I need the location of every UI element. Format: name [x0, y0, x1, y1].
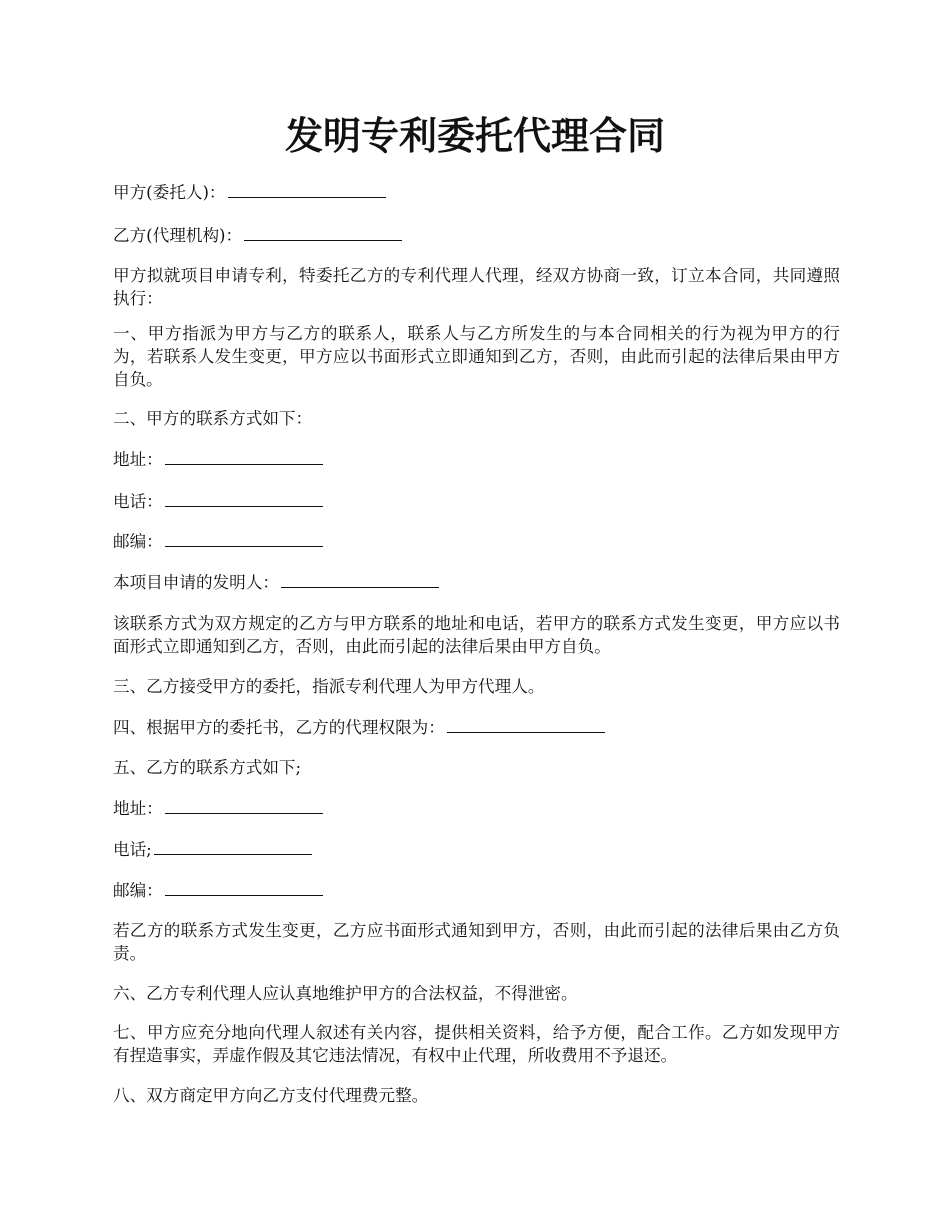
party-a-phone-blank[interactable]	[165, 490, 323, 507]
party-b-address-label: 地址：	[113, 799, 163, 818]
party-b-phone-blank[interactable]	[154, 838, 312, 855]
party-b-postcode-label: 邮编：	[113, 881, 163, 900]
document-title: 发明专利委托代理合同	[284, 114, 665, 158]
party-a-blank[interactable]	[228, 181, 386, 198]
inventor-label: 本项目申请的发明人：	[113, 573, 279, 592]
clause-6: 六、乙方专利代理人应认真地维护甲方的合法权益，不得泄密。	[113, 984, 578, 1003]
clause-2-heading: 二、甲方的联系方式如下：	[113, 409, 313, 428]
clause-8: 八、双方商定甲方向乙方支付代理费元整。	[113, 1086, 429, 1105]
party-b-address-line	[113, 797, 840, 820]
clause-5-heading: 五、乙方的联系方式如下;	[113, 758, 302, 777]
intro-paragraph: 甲方拟就项目申请专利，特委托乙方的专利代理人代理，经双方协商一致，订立本合同，共同遵照执行：	[113, 266, 840, 308]
party-b-blank[interactable]	[244, 224, 402, 241]
clause-3: 三、乙方接受甲方的委托，指派专利代理人为甲方代理人。	[113, 677, 545, 696]
party-a-address-line	[113, 448, 840, 471]
party-a-address-label: 地址：	[113, 450, 163, 469]
party-a-postcode-label: 邮编：	[113, 532, 163, 551]
party-b-contact-note: 若乙方的联系方式发生变更，乙方应书面形式通知到甲方，否则，由此而引起的法律后果由乙方负责。	[113, 921, 840, 963]
party-a-address-blank[interactable]	[165, 448, 323, 465]
party-a-postcode-line	[113, 530, 840, 553]
party-a-phone-label: 电话：	[113, 492, 163, 511]
party-b-postcode-blank[interactable]	[165, 879, 323, 896]
clause-7: 七、甲方应充分地向代理人叙述有关内容，提供相关资料，给予方便，配合工作。乙方如发现甲方有捏造事实，弄虚作假及其它违法情况，有权中止代理，所收费用不予退还。	[113, 1023, 840, 1065]
party-a-postcode-blank[interactable]	[165, 530, 323, 547]
clause-1: 一、甲方指派为甲方与乙方的联系人，联系人与乙方所发生的与本合同相关的行为视为甲方的行为，若联系人发生变更，甲方应以书面形式立即通知到乙方，否则，由此而引起的法律后果由甲方自负。	[113, 324, 840, 389]
party-a-contact-note: 该联系方式为双方规定的乙方与甲方联系的地址和电话，若甲方的联系方式发生变更，甲方应以书面形式立即通知到乙方，否则，由此而引起的法律后果由甲方自负。	[113, 614, 840, 656]
party-b-address-blank[interactable]	[165, 797, 323, 814]
inventor-line	[113, 571, 840, 594]
party-b-phone-label: 电话;	[113, 840, 152, 859]
party-b-phone-line	[113, 838, 840, 861]
inventor-blank[interactable]	[281, 571, 439, 588]
agency-scope-blank[interactable]	[447, 716, 605, 733]
party-b-label: 乙方(代理机构)：	[113, 226, 243, 245]
party-a-label: 甲方(委托人)：	[113, 183, 226, 202]
party-b-line	[113, 224, 840, 247]
party-b-postcode-line	[113, 879, 840, 902]
clause-4-line	[113, 716, 840, 739]
party-a-phone-line	[113, 490, 840, 513]
clause-4-label: 四、根据甲方的委托书，乙方的代理权限为：	[113, 718, 445, 737]
party-a-line	[113, 181, 840, 204]
